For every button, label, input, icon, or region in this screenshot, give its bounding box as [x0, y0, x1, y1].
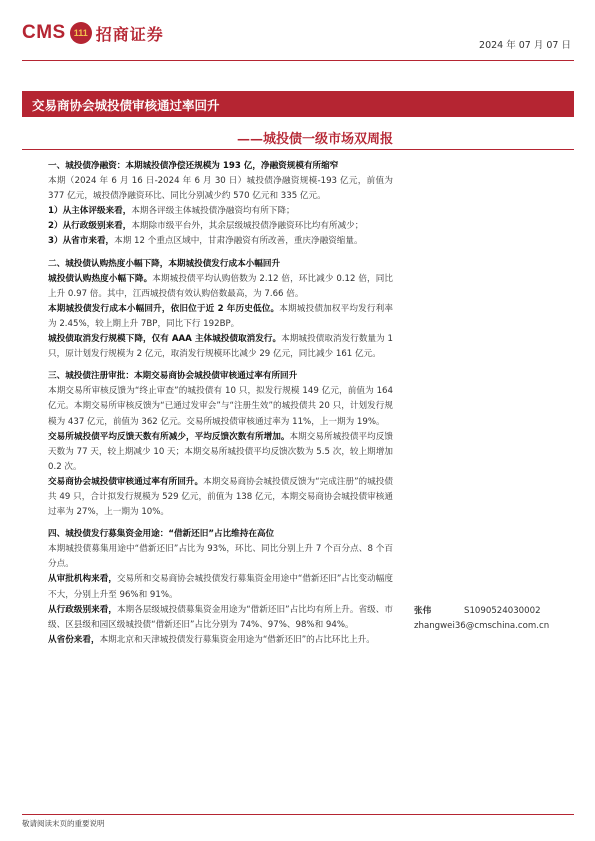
logo-text-en: CMS: [22, 22, 66, 43]
footer-divider: [22, 814, 574, 815]
paragraph: 本期交易所审核反馈为“终止审查”的城投债有 10 只，拟发行规模 149 亿元，前值为 164 亿元。本期交易所审核反馈为“已通过发审会”与“注册生效”的城投债共 20 只，计划发行规模为 437 亿元，前值为 362 亿元。交易所城投债审核通过率为 11%，上一期为 19%。: [48, 386, 393, 427]
paragraph: 城投债取消发行规模下降，仅有 AAA 主体城投债取消发行。本期城投债取消发行数量为 1 只，原计划发行规模为 2 亿元，取消发行规模环比减少 29 亿元，同比减少 161 亿元。: [48, 334, 393, 360]
paragraph: 本期（2024 年 6 月 16 日-2024 年 6 月 30 日）城投债净融资规模-193 亿元，前值为 377 亿元，城投债净融资环比、同比分别减少约 570 亿元和 335 亿元。: [48, 176, 393, 202]
paragraph: 从行政级别来看，本期各层级城投债募集资金用途为“借新还旧”占比均有所上升。省级、市级、区县级和园区级城投债“借新还旧”占比分别为 74%、97%、98%和 94%。: [48, 604, 393, 630]
bullet-item: 3）从省市来看，本期 12 个重点区域中，甘肃净融资有所改善，重庆净融资缩量。: [48, 236, 363, 247]
analyst-cert: S1090524030002: [464, 606, 541, 616]
paragraph: 交易所城投债平均反馈天数有所减少，平均反馈次数有所增加。本期交易所城投债平均反馈天数为 77 天，较上期减少 10 天；本期交易所城投债平均反馈次数为 5.5 次，较上期增加 0.2 次。: [48, 431, 393, 472]
section-heading: 二、城投债认购热度小幅下降，本期城投债发行成本小幅回升: [48, 258, 281, 269]
analyst-name: 张伟: [414, 606, 432, 616]
report-title: 交易商协会城投债审核通过率回升: [32, 98, 220, 113]
footer-disclaimer: 敬请阅读末页的重要说明: [22, 819, 105, 828]
section-heading: 四、城投债发行募集资金用途：“借新还旧”占比维持在高位: [48, 529, 275, 540]
report-subtitle: ——城投债一级市场双周报: [236, 132, 393, 147]
paragraph: 从审批机构来看，交易所和交易商协会城投债发行募集资金用途中“借新还旧”占比变动幅度不大，分别上升至 96%和 91%。: [48, 574, 393, 600]
logo-text-cn: 招商证券: [95, 24, 164, 44]
section-heading: 一、城投债净融资：本期城投债净偿还规模为 193 亿，净融资规模有所缩窄: [48, 161, 339, 171]
section-heading: 三、城投债注册审批：本期交易商协会城投债审核通过率有所回升: [48, 371, 298, 382]
report-date: 2024 年 07 月 07 日: [479, 40, 571, 51]
title-banner: [22, 91, 574, 117]
analyst-email[interactable]: zhangwei36@cmschina.com.cn: [414, 621, 550, 631]
bullet-item: 1）从主体评级来看，本期各评级主体城投债净融资均有所下降；: [48, 206, 295, 217]
header-divider: [22, 60, 574, 61]
paragraph: 本期城投债发行成本小幅回升，依旧位于近 2 年历史低位。本期城投债加权平均发行利率为 2.45%，较上期上升 7BP，同比下行 192BP。: [48, 303, 393, 329]
paragraph: 从省份来看，本期北京和天津城投债发行募集资金用途为“借新还旧”的占比环比上升。: [48, 634, 375, 645]
paragraph: 城投债认购热度小幅下降。本期城投债平均认购倍数为 2.12 倍，环比减少 0.12 倍，同比上升 0.97 倍。其中，江西城投债有效认购倍数最高，为 7.66 倍。: [48, 273, 393, 299]
bullet-item: 2）从行政级别来看，本期除市级平台外，其余层级城投债净融资环比均有所减少；: [48, 221, 364, 232]
logo-badge-icon: 111: [70, 22, 92, 44]
analyst-info: [414, 604, 589, 634]
paragraph: 交易商协会城投债审核通过率有所回升。本期交易商协会城投债反馈为“完成注册”的城投债共 49 只，合计拟发行规模为 529 亿元，前值为 138 亿元，本期交易商协会城投债审核通过率为 27%，上一期为 10%。: [48, 476, 393, 518]
report-body: [48, 152, 393, 648]
subtitle-divider: [22, 149, 574, 150]
company-logo: [22, 21, 164, 45]
paragraph: 本期城投债募集用途中“借新还旧”占比为 93%，环比、同比分别上升 7 个百分点、8 个百分点。: [48, 544, 393, 570]
